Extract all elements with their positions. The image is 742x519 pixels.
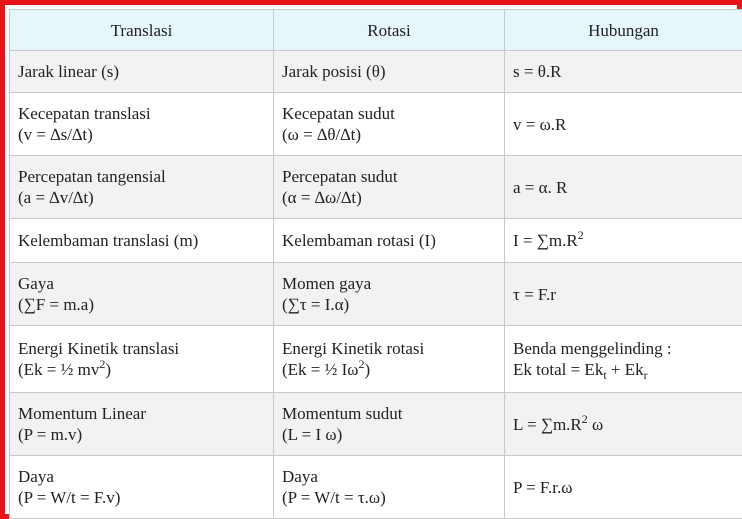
header-hubungan: Hubungan [505,10,742,51]
cell-hubungan: $I = \sum m.R^2$ [505,219,742,263]
table-row [10,263,742,326]
table-row [10,219,742,263]
cell-rotasi: Kelembaman rotasi (I) [274,219,505,263]
physics-comparison-table [9,9,742,519]
header-translasi: Translasi [10,10,274,51]
cell-hubungan: a = α. R [505,156,742,219]
table-row [10,156,742,219]
cell-translasi: Energi Kinetik translasi (Ek = ½ $mv^2$) [10,326,274,393]
cell-translasi: Kecepatan translasi (v = ∆s/∆t) [10,93,274,156]
table-row [10,456,742,519]
table-row [10,51,742,93]
table-row [10,326,742,393]
cell-rotasi: Daya (P = W/t = τ.ω) [274,456,505,519]
cell-hubungan: v = ω.R [505,93,742,156]
cell-translasi: Daya (P = W/t = F.v) [10,456,274,519]
cell-hubungan: s = θ.R [505,51,742,93]
cell-rotasi: Energi Kinetik rotasi (Ek = ½ $I\omega^2$) [274,326,505,393]
table-row [10,393,742,456]
cell-translasi: Momentum Linear (P = m.v) [10,393,274,456]
cell-rotasi: Momentum sudut (L = I ω) [274,393,505,456]
header-rotasi: Rotasi [274,10,505,51]
cell-hubungan: Benda menggelinding : Ek total = $Ek_t + Ek_r$ [505,326,742,393]
cell-rotasi: Percepatan sudut (α = ∆ω/∆t) [274,156,505,219]
cell-hubungan: τ = F.r [505,263,742,326]
cell-rotasi: Momen gaya (∑τ = I.α) [274,263,505,326]
cell-translasi: Jarak linear (s) [10,51,274,93]
cell-hubungan: P = F.r.ω [505,456,742,519]
cell-rotasi: Jarak posisi (θ) [274,51,505,93]
cell-hubungan: $L = \sum m.R^2$ ω [505,393,742,456]
cell-translasi: Percepatan tangensial (a = ∆v/∆t) [10,156,274,219]
table-row [10,93,742,156]
cell-translasi: Gaya (∑F = m.a) [10,263,274,326]
cell-rotasi: Kecepatan sudut (ω = ∆θ/∆t) [274,93,505,156]
header-row [10,10,742,51]
cell-translasi: Kelembaman translasi (m) [10,219,274,263]
